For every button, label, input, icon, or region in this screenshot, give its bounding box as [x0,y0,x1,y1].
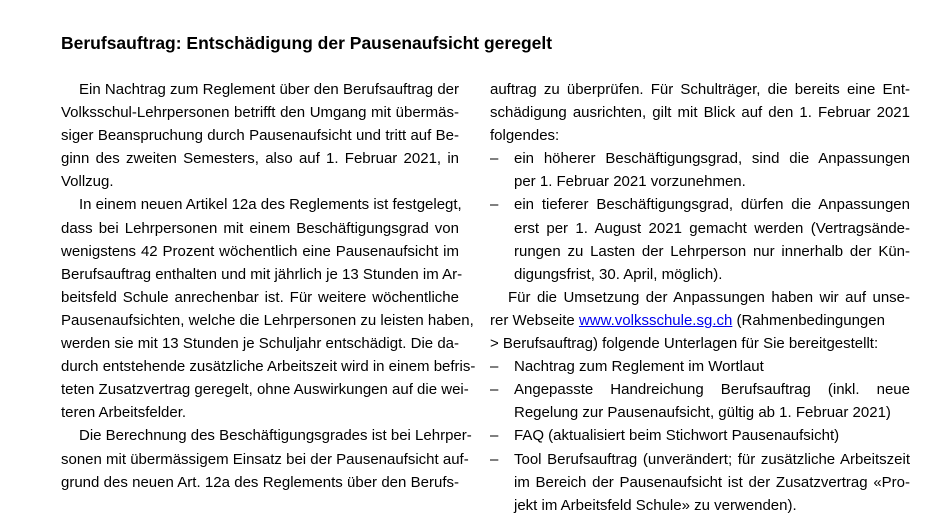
adjustment-list [490,147,910,286]
list-item-continuation: jekt im Arbeitsfeld Schule» zu verwenden). [514,496,797,514]
text-line: siger Beanspruchung durch Pausenaufsicht und tritt auf Be- [61,127,459,145]
text-line: rer Webseite www.volksschule.sg.ch (Rahmenbedingungen [490,311,885,329]
list-item: – ein tieferer Beschäftigungsgrad, dürfen die Anpassungen [490,193,910,216]
text-line: Berufsauftrag enthalten und mit jährlich je 13 Stunden im Ar- [61,265,463,283]
article-title: Berufsauftrag: Entschädigung der Pausenaufsicht geregelt [61,33,553,53]
text-line: wenigstens 42 Prozent wöchentlich eine Pausenaufsicht im [61,242,459,260]
dash-bullet: – [490,450,499,468]
paragraph-2 [61,193,476,424]
paragraph-3-continued [490,78,910,147]
text-line: beitsfeld Schule anrechenbar ist. Für weitere wöchentliche [61,288,459,306]
documents-list [490,355,910,517]
text-line: teren Arbeitsfelder. [61,404,187,422]
list-item-continuation: rungen zu Lasten der Lehrperson nur innerhalb der Kün- [514,242,910,260]
list-item-continuation: Regelung zur Pausenaufsicht, gültig ab 1. Februar 2021) [514,404,891,422]
list-item: – Nachtrag zum Reglement im Wortlaut [490,355,910,378]
text-line: In einem neuen Artikel 12a des Reglements ist festgelegt, [79,196,462,214]
paragraph-1 [61,78,459,193]
text-line: > Berufsauftrag) folgende Unterlagen für Sie bereitgestellt: [490,335,879,353]
list-item-continuation: digungsfrist, 30. April, möglich). [514,265,723,283]
text-line: Pausenaufsichten, welche die Lehrpersonen zu leisten haben, [61,311,474,329]
text-line: Die Berechnung des Beschäftigungsgrades ist bei Lehrper- [79,427,472,445]
website-link[interactable]: www.volksschule.sg.ch [578,311,733,329]
dash-bullet: – [490,150,499,168]
text-line: werden sie mit 13 Stunden je Schuljahr entschädigt. Die da- [61,335,459,353]
paragraph-4 [490,286,910,355]
text-line: folgendes: [490,127,560,145]
text-line: grund des neuen Art. 12a des Reglements über den Berufs- [61,473,459,491]
list-item: – ein höherer Beschäftigungsgrad, sind die Anpassungen [490,147,910,170]
dash-bullet: – [490,427,499,445]
text-line: Vollzug. [61,173,114,191]
list-item: – Angepasste Handreichung Berufsauftrag (inkl. neue [490,378,910,401]
dash-bullet: – [490,196,499,214]
list-item-continuation: im Bereich der Pausenaufsicht ist der Zusatzvertrag «Pro- [514,473,910,491]
dash-bullet: – [490,381,499,399]
text-line: durch entstehende zusätzliche Arbeitszeit wird in einem befris- [61,358,476,376]
right-column [490,78,910,517]
text-line: ginn des zweiten Semesters, also auf 1. Februar 2021, in [61,150,459,168]
text-line: auftrag zu überprüfen. Für Schulträger, die bereits eine Ent- [490,81,910,98]
text-line: teten Zusatzvertrag geregelt, ohne Auswirkungen auf die wei- [61,381,469,399]
text-line: sonen mit übermässigem Einsatz bei der Pausenaufsicht auf- [61,450,469,468]
text-line: schädigung ausrichten, gilt mit Blick auf den 1. Februar 2021 [490,104,910,122]
left-column [61,78,476,494]
dash-bullet: – [490,358,499,376]
text-line: Ein Nachtrag zum Reglement über den Berufsauftrag der [79,81,459,98]
text-line: Volksschul-Lehrpersonen betrifft den Umgang mit übermäs- [61,104,459,122]
text-line: Für die Umsetzung der Anpassungen haben wir auf unse- [508,288,910,306]
text-line: dass bei Lehrpersonen mit einem Beschäftigungsgrad von [61,219,459,237]
paragraph-3 [61,424,472,493]
list-item: – FAQ (aktualisiert beim Stichwort Pausenaufsicht) [490,424,910,447]
list-item-continuation: per 1. Februar 2021 vorzunehmen. [514,173,746,191]
list-item: – Tool Berufsauftrag (unverändert; für zusätzliche Arbeitszeit [490,448,910,471]
list-item-continuation: erst per 1. August 2021 gemacht werden (Vertragsände- [514,219,910,237]
